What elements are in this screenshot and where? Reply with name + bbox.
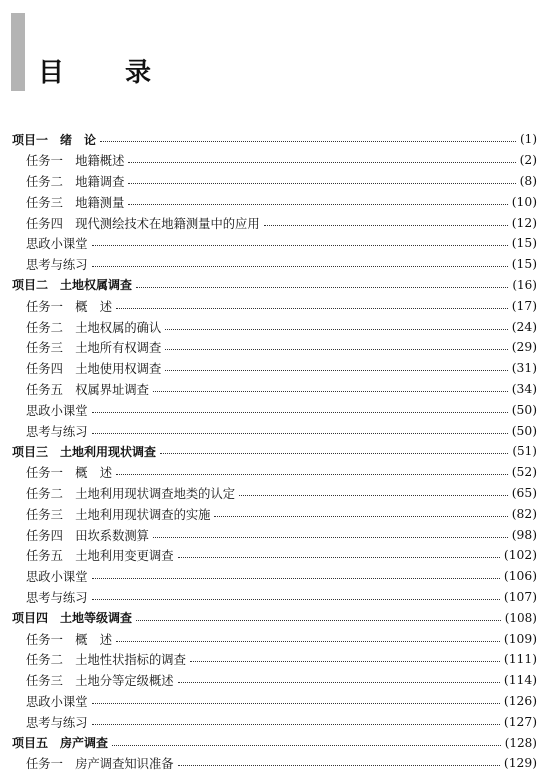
toc-page-number: (16) [512, 277, 537, 292]
toc-page-number: (12) [511, 215, 537, 230]
dot-leader [165, 348, 507, 350]
toc-entry-row[interactable] [0, 171, 545, 192]
decorative-side-bar [11, 13, 25, 91]
toc-entry-row[interactable] [0, 254, 545, 275]
toc-entry-row[interactable] [0, 503, 545, 524]
toc-entry-row[interactable] [0, 483, 545, 504]
toc-entry-row[interactable] [0, 212, 545, 233]
toc-entry-row[interactable] [0, 191, 545, 212]
toc-page-number: (129) [503, 756, 537, 771]
toc-entry-row[interactable] [0, 649, 545, 670]
table-of-contents [0, 129, 545, 774]
toc-page-number: (29) [511, 340, 537, 355]
dot-leader [92, 577, 500, 579]
toc-entry-row[interactable] [0, 337, 545, 358]
toc-entry-label: 思考与练习 [26, 258, 88, 273]
toc-entry-row[interactable] [0, 150, 545, 171]
toc-entry-label: 思考与练习 [26, 424, 88, 439]
dot-leader [112, 744, 501, 746]
toc-entry-row[interactable] [0, 545, 545, 566]
dot-leader [153, 536, 508, 538]
dot-leader [128, 203, 507, 205]
dot-leader [239, 494, 508, 496]
toc-entry-label: 思政小课堂 [26, 694, 88, 709]
toc-entry-label: 任务四 现代测绘技术在地籍测量中的应用 [26, 216, 260, 231]
toc-entry-row[interactable] [0, 691, 545, 712]
toc-entry-row[interactable] [0, 358, 545, 379]
toc-page-number: (65) [511, 485, 537, 500]
dot-leader [264, 224, 508, 226]
toc-entry-row[interactable] [0, 379, 545, 400]
dot-leader [100, 140, 516, 142]
toc-page-number: (51) [512, 444, 537, 459]
toc-entry-label: 思考与练习 [26, 715, 88, 730]
toc-entry-row[interactable] [0, 420, 545, 441]
toc-entry-row[interactable] [0, 524, 545, 545]
toc-entry-label: 任务一 概 述 [26, 299, 113, 314]
dot-leader [92, 723, 500, 725]
dot-leader [165, 369, 507, 371]
toc-page-number: (34) [511, 381, 537, 396]
toc-entry-label: 思政小课堂 [26, 237, 88, 252]
dot-leader [178, 681, 500, 683]
toc-entry-label: 任务三 地籍测量 [26, 195, 125, 210]
toc-entry-row[interactable] [0, 295, 545, 316]
toc-page-number: (102) [503, 548, 537, 563]
toc-page-number: (50) [511, 423, 537, 438]
toc-entry-row[interactable] [0, 233, 545, 254]
toc-entry-label: 任务五 权属界址调查 [26, 382, 149, 397]
toc-chapter-row[interactable] [0, 441, 545, 462]
toc-entry-label: 思政小课堂 [26, 403, 88, 418]
toc-entry-label: 任务一 地籍概述 [26, 154, 125, 169]
toc-page-number: (127) [503, 714, 537, 729]
toc-page-number: (15) [511, 236, 537, 251]
toc-page-number: (106) [503, 569, 537, 584]
toc-page-number: (126) [503, 693, 537, 708]
toc-entry-label: 任务二 土地性状指标的调查 [26, 653, 186, 668]
toc-page-number: (1) [520, 132, 537, 147]
toc-page-number: (114) [503, 673, 537, 688]
toc-entry-row[interactable] [0, 670, 545, 691]
toc-page-number: (17) [511, 298, 537, 313]
toc-entry-row[interactable] [0, 587, 545, 608]
toc-page-number: (82) [511, 506, 537, 521]
toc-page-number: (128) [504, 735, 537, 750]
toc-page-number: (10) [511, 194, 537, 209]
toc-entry-label: 任务二 土地权属的确认 [26, 320, 162, 335]
dot-leader [128, 161, 515, 163]
toc-page-number: (108) [504, 610, 537, 625]
toc-chapter-row[interactable] [0, 732, 545, 753]
dot-leader [92, 432, 508, 434]
toc-entry-label: 任务四 土地使用权调查 [26, 362, 162, 377]
dot-leader [116, 473, 508, 475]
toc-page-number: (24) [511, 319, 537, 334]
toc-entry-row[interactable] [0, 462, 545, 483]
dot-leader [116, 307, 508, 309]
dot-leader [92, 702, 500, 704]
dot-leader [160, 452, 508, 454]
toc-entry-row[interactable] [0, 753, 545, 774]
dot-leader [153, 390, 508, 392]
toc-entry-label: 思考与练习 [26, 590, 88, 605]
toc-entry-label: 项目一 绪 论 [12, 132, 97, 147]
toc-page-number: (109) [503, 631, 537, 646]
toc-entry-label: 任务一 房产调查知识准备 [26, 757, 174, 772]
toc-chapter-row[interactable] [0, 275, 545, 296]
toc-entry-row[interactable] [0, 628, 545, 649]
dot-leader [92, 244, 508, 246]
toc-entry-label: 项目二 土地权属调查 [12, 278, 133, 293]
dot-leader [178, 556, 500, 558]
toc-entry-label: 任务二 地籍调查 [26, 174, 125, 189]
toc-entry-row[interactable] [0, 316, 545, 337]
dot-leader [116, 640, 500, 642]
toc-entry-label: 思政小课堂 [26, 570, 88, 585]
toc-entry-label: 任务三 土地分等定级概述 [26, 674, 174, 689]
toc-entry-label: 任务五 土地利用变更调查 [26, 549, 174, 564]
page-title: 目 录 [38, 58, 178, 88]
toc-entry-label: 任务三 土地所有权调查 [26, 341, 162, 356]
toc-page-number: (107) [503, 589, 537, 604]
dot-leader [190, 660, 500, 662]
toc-page-number: (15) [511, 257, 537, 272]
dot-leader [136, 619, 501, 621]
toc-chapter-row[interactable] [0, 607, 545, 628]
toc-page-number: (52) [511, 465, 537, 480]
dot-leader [128, 182, 515, 184]
toc-entry-label: 项目五 房产调查 [12, 736, 109, 750]
toc-entry-label: 任务二 土地利用现状调查地类的认定 [26, 486, 236, 501]
toc-page-number: (31) [511, 361, 537, 376]
toc-chapter-row[interactable] [0, 129, 545, 150]
toc-entry-row[interactable] [0, 566, 545, 587]
dot-leader [92, 411, 508, 413]
toc-page-number: (98) [511, 527, 537, 542]
toc-entry-label: 任务一 概 述 [26, 466, 113, 481]
toc-entry-row[interactable] [0, 399, 545, 420]
toc-page-number: (50) [511, 402, 537, 417]
toc-entry-label: 任务三 土地利用现状调查的实施 [26, 507, 211, 522]
toc-entry-label: 项目四 土地等级调查 [12, 611, 133, 626]
dot-leader [92, 598, 500, 600]
dot-leader [136, 286, 508, 288]
dot-leader [92, 265, 508, 267]
dot-leader [214, 515, 507, 517]
toc-entry-label: 任务一 概 述 [26, 632, 113, 647]
toc-entry-label: 项目三 土地利用现状调查 [12, 444, 157, 459]
toc-entry-label: 任务四 田坎系数测算 [26, 528, 149, 543]
toc-page-number: (2) [519, 153, 537, 168]
dot-leader [178, 764, 500, 766]
dot-leader [165, 328, 507, 330]
toc-entry-row[interactable] [0, 711, 545, 732]
toc-page-number: (111) [503, 652, 537, 667]
toc-page-number: (8) [519, 173, 537, 188]
